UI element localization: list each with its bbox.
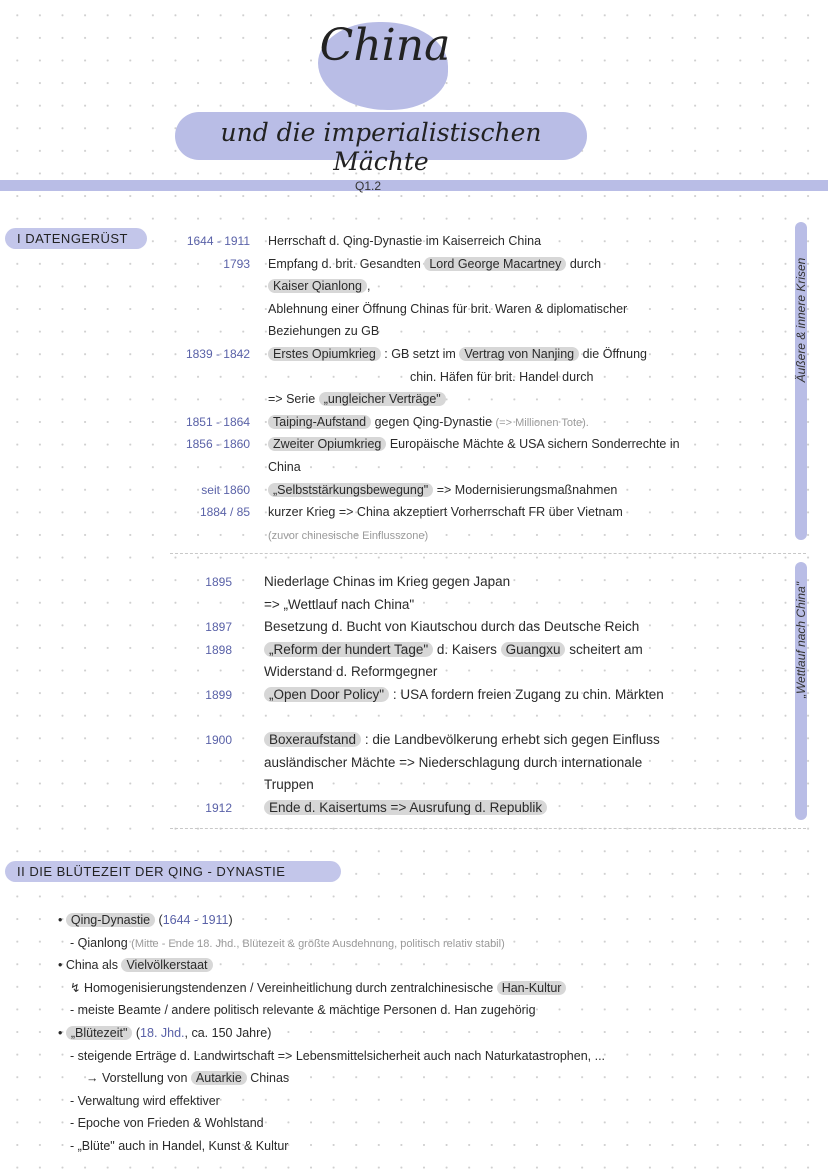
entry-text bbox=[70, 1090, 220, 1113]
entry-year: 1839 - 1842 bbox=[185, 346, 250, 361]
highlighted-term: „Reform der hundert Tage" bbox=[264, 642, 433, 657]
text-segment: → Vorstellung von bbox=[86, 1071, 191, 1086]
highlighted-term: Zweiter Opiumkrieg bbox=[268, 437, 386, 451]
text-segment: => Serie bbox=[268, 392, 319, 407]
highlighted-term: „Selbststärkungsbewegung" bbox=[268, 483, 433, 497]
note-line bbox=[58, 954, 818, 977]
divider bbox=[170, 828, 806, 829]
section-heading-bluetezeit: II DIE BLÜTEZEIT DER QING - DYNASTIE bbox=[5, 861, 341, 882]
entry-text bbox=[264, 616, 639, 639]
entry-year: 1884 / 85 bbox=[199, 505, 250, 520]
course-code: Q1.2 bbox=[355, 179, 382, 193]
entry-year: 1899 bbox=[205, 687, 232, 702]
text-segment: • China als bbox=[58, 958, 122, 973]
text-segment: 1644 - 1911 bbox=[162, 913, 229, 927]
entry-text bbox=[264, 797, 547, 820]
entry-text bbox=[264, 684, 664, 707]
note-line bbox=[58, 932, 818, 955]
entry-year: 1895 bbox=[205, 575, 232, 589]
text-segment: ( bbox=[155, 913, 163, 927]
text-segment: - Qianlong bbox=[70, 935, 132, 950]
text-segment: ↯ Homogenisierungstendenzen / Vereinheitlichung durch zentralchinesische bbox=[70, 980, 497, 995]
text-segment: China bbox=[268, 459, 301, 474]
note-line bbox=[58, 999, 818, 1022]
timeline-entry bbox=[172, 501, 792, 524]
timeline-entry bbox=[172, 388, 792, 411]
highlighted-term: Taiping-Aufstand bbox=[268, 415, 371, 429]
page-title: China bbox=[319, 20, 451, 71]
entry-text bbox=[264, 729, 660, 752]
entry-year: 1856 - 1860 bbox=[185, 437, 250, 452]
timeline-entry bbox=[170, 661, 790, 684]
page-subtitle: und die imperialistischen Mächte bbox=[220, 118, 542, 176]
entry-year: 1851 - 1864 bbox=[185, 414, 250, 429]
entry-text bbox=[268, 253, 601, 276]
highlighted-term: „Blütezeit" bbox=[66, 1026, 133, 1040]
entry-text bbox=[264, 774, 314, 797]
text-segment: die Öffnung bbox=[579, 346, 647, 361]
note-line bbox=[58, 1112, 818, 1135]
entry-text bbox=[268, 388, 446, 411]
timeline-entry bbox=[172, 479, 792, 502]
highlighted-term: Vertrag von Nanjing bbox=[459, 347, 579, 361]
text-segment: ) bbox=[228, 913, 233, 927]
text-segment: Niederlage Chinas im Krieg gegen Japan bbox=[264, 574, 511, 589]
text-segment: Truppen bbox=[264, 777, 314, 793]
timeline-entry bbox=[172, 298, 792, 321]
entry-text bbox=[70, 1112, 264, 1135]
text-segment: : USA fordern freien Zugang zu chin. Märkten bbox=[389, 686, 664, 702]
text-segment: 18. Jhd. bbox=[140, 1025, 185, 1040]
entry-text bbox=[268, 320, 379, 343]
highlighted-term: Lord George Macartney bbox=[424, 257, 566, 271]
text-segment: - steigende Erträge d. Landwirtschaft => Lebensmittelsicherheit auch nach Naturkatastrophen, ... bbox=[70, 1048, 606, 1063]
text-segment: Empfang d. brit. Gesandten bbox=[268, 256, 425, 271]
note-line bbox=[58, 1135, 818, 1158]
timeline-entry bbox=[170, 594, 790, 617]
entry-year: 1644 - 1911 bbox=[186, 234, 250, 248]
timeline-entry bbox=[170, 639, 790, 662]
timeline-entry bbox=[172, 433, 792, 456]
text-segment: chin. Häfen für brit. Handel durch bbox=[410, 369, 594, 384]
text-segment: durch bbox=[566, 256, 602, 271]
text-segment: , ca. 150 Jahre) bbox=[184, 1025, 272, 1040]
text-segment: d. Kaisers bbox=[433, 641, 501, 657]
highlighted-term: Ende d. Kaisertums => Ausrufung d. Republik bbox=[264, 800, 547, 815]
highlighted-term: Autarkie bbox=[191, 1071, 247, 1085]
side-label-krisen: Äußere & innere Krisen bbox=[794, 257, 808, 383]
timeline-entry bbox=[170, 707, 790, 730]
highlighted-term: Boxeraufstand bbox=[264, 732, 361, 747]
highlighted-term: Han-Kultur bbox=[497, 981, 567, 995]
side-note: (=> Millionen Tote). bbox=[495, 416, 589, 429]
note-line bbox=[58, 1045, 818, 1068]
entry-year: 1897 bbox=[205, 620, 232, 635]
section-heading-datengeruest: I DATENGERÜST bbox=[5, 228, 147, 249]
entry-text bbox=[268, 411, 589, 435]
entry-text bbox=[70, 999, 536, 1022]
entry-text bbox=[70, 977, 566, 1000]
note-line bbox=[58, 977, 818, 1000]
timeline-entry bbox=[172, 253, 792, 276]
entry-text bbox=[268, 230, 541, 253]
entry-year: seit 1860 bbox=[201, 482, 250, 497]
entry-text bbox=[268, 479, 617, 502]
entry-text bbox=[268, 343, 647, 366]
highlighted-term: Qing-Dynastie bbox=[66, 913, 155, 927]
timeline-block-1 bbox=[172, 230, 792, 546]
entry-year: 1898 bbox=[205, 642, 232, 657]
text-segment: • bbox=[58, 913, 66, 927]
text-segment: Herrschaft d. Qing-Dynastie im Kaiserreich China bbox=[268, 234, 542, 248]
timeline-entry bbox=[172, 411, 792, 434]
entry-text bbox=[264, 752, 642, 775]
highlighted-term: Guangxu bbox=[501, 642, 566, 657]
text-segment: - „Blüte" auch in Handel, Kunst & Kultur bbox=[70, 1138, 289, 1153]
text-segment: - Verwaltung wird effektiver bbox=[70, 1093, 220, 1108]
timeline-entry bbox=[170, 752, 790, 775]
entry-text bbox=[58, 1022, 271, 1045]
entry-text bbox=[70, 1135, 288, 1158]
timeline-entry bbox=[170, 797, 790, 820]
timeline-entry bbox=[172, 275, 792, 298]
entry-text bbox=[268, 298, 627, 321]
timeline-entry bbox=[170, 684, 790, 707]
note-line bbox=[58, 1022, 818, 1045]
entry-text bbox=[264, 661, 437, 684]
text-segment: Chinas bbox=[246, 1071, 290, 1086]
timeline-entry bbox=[170, 571, 790, 594]
highlighted-term: Vielvölkerstaat bbox=[121, 958, 212, 972]
text-segment: scheitert am bbox=[565, 641, 643, 657]
text-segment: gegen Qing-Dynastie bbox=[371, 414, 496, 429]
text-segment: ( bbox=[132, 1025, 141, 1040]
note-line bbox=[58, 1067, 818, 1090]
text-segment: => „Wettlauf nach China" bbox=[264, 596, 415, 612]
divider bbox=[170, 553, 806, 554]
entry-text bbox=[268, 524, 428, 548]
timeline-entry bbox=[170, 616, 790, 639]
entry-text bbox=[58, 954, 213, 977]
note-line bbox=[58, 1090, 818, 1113]
text-segment: => Modernisierungsmaßnahmen bbox=[433, 482, 618, 497]
text-segment: Beziehungen zu GB bbox=[268, 324, 380, 339]
entry-text bbox=[268, 275, 370, 298]
text-segment: , bbox=[366, 279, 371, 294]
entry-text bbox=[264, 571, 510, 594]
bluetezeit-notes bbox=[58, 909, 818, 1158]
highlighted-term: „Open Door Policy" bbox=[264, 687, 389, 702]
entry-year: 1900 bbox=[205, 733, 232, 748]
highlighted-term: Kaiser Qianlong bbox=[268, 279, 367, 293]
text-segment: ausländischer Mächte => Niederschlagung durch internationale bbox=[264, 754, 643, 770]
text-segment: • bbox=[58, 1025, 66, 1040]
highlighted-term: „ungleicher Verträge" bbox=[319, 392, 446, 406]
entry-text bbox=[264, 594, 414, 617]
timeline-block-2 bbox=[170, 571, 790, 820]
text-segment: - meiste Beamte / andere politisch relevante & mächtige Personen d. Han zugehörig bbox=[70, 1003, 536, 1018]
entry-text bbox=[268, 433, 680, 456]
text-segment: : GB setzt im bbox=[380, 346, 460, 361]
text-segment: kurzer Krieg => China akzeptiert Vorherrschaft FR über Vietnam bbox=[268, 505, 623, 520]
entry-text bbox=[70, 1045, 605, 1068]
text-segment: : die Landbevölkerung erhebt sich gegen Einfluss bbox=[361, 732, 660, 748]
text-segment: - Epoche von Frieden & Wohlstand bbox=[70, 1116, 264, 1131]
timeline-entry bbox=[170, 774, 790, 797]
side-note: (zuvor chinesische Einflusszone) bbox=[268, 529, 429, 542]
entry-text bbox=[58, 909, 233, 932]
timeline-entry bbox=[172, 320, 792, 343]
entry-text bbox=[268, 501, 623, 524]
highlighted-term: Erstes Opiumkrieg bbox=[268, 347, 381, 361]
timeline-entry bbox=[172, 343, 792, 366]
entry-text bbox=[70, 932, 505, 956]
timeline-entry bbox=[172, 524, 792, 547]
timeline-entry bbox=[170, 729, 790, 752]
entry-text bbox=[268, 456, 301, 479]
text-segment: Besetzung d. Bucht von Kiautschou durch das Deutsche Reich bbox=[264, 619, 640, 635]
header-band bbox=[0, 180, 828, 191]
text-segment: Europäische Mächte & USA sichern Sonderrechte in bbox=[386, 437, 680, 452]
entry-text bbox=[410, 366, 593, 389]
note-line bbox=[58, 909, 818, 932]
entry-text bbox=[264, 639, 643, 662]
text-segment: Widerstand d. Reformgegner bbox=[264, 664, 438, 680]
side-note: (Mitte - Ende 18. Jhd., Blütezeit & größte Ausdehnung, politisch relativ stabil) bbox=[131, 937, 505, 950]
entry-text bbox=[86, 1067, 289, 1090]
text-segment: Ablehnung einer Öffnung Chinas für brit. Waren & diplomatischer bbox=[268, 301, 628, 316]
timeline-entry bbox=[172, 456, 792, 479]
entry-year: 1793 bbox=[223, 256, 250, 271]
timeline-entry bbox=[172, 230, 792, 253]
entry-year: 1912 bbox=[205, 800, 232, 815]
timeline-entry bbox=[172, 366, 792, 389]
side-label-wettlauf: „Wettlauf nach China" bbox=[794, 581, 808, 699]
